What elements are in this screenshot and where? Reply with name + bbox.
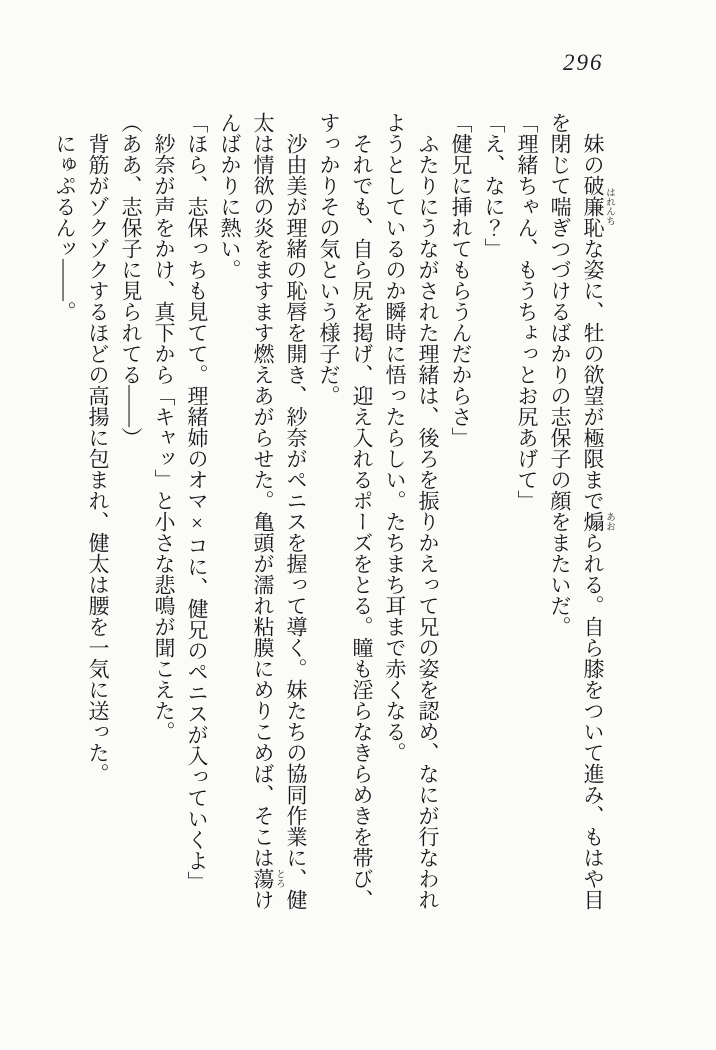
page-number: 296 [563,50,604,75]
paragraph: 「ほら、志保っちも見てて。理緒姉のオマ×コに、健兄のペニスが入っていくよ」 [185,112,209,892]
text-block [48,112,614,910]
paragraph: 背筋がゾクゾクするほどの高揚に包まれ、健太は腰を一気に送った。 [86,133,110,784]
paragraph: 沙由美が理緒の恥唇を開き、紗奈がペニスを握って導く。妹たちの協同作業に、健太は情欲の炎をますます燃えあがらせた。亀頭が濡れ粘膜にめりこめば、そこは蕩 とろけんばかりに熱い。 [218,112,308,910]
paragraph: 「え、なに？」 [482,112,506,259]
paragraph: （ああ、志保子に見られてる――） [119,112,143,448]
paragraph: 紗奈が声をかけ、真下から「キャッ」と小さな悲鳴が聞こえた。 [152,133,176,742]
paragraph: それでも、自ら尻を掲げ、迎え入れるポーズをとる。瞳も淫らなきらめきを帯び、すっかりその気という様子だ。 [317,112,374,910]
furigana-annotated-text: 破廉恥 はれんち [581,175,614,238]
paragraph: 妹の破廉恥 はれんちな姿に、牡の欲望が極限まで煽 あおられる。自ら膝をついて進み、もはや目を閉じて喘ぎつづけるばかりの志保子の顔をまたいだ。 [548,112,614,910]
furigana-annotated-text: 蕩 とろ [251,868,284,889]
paragraph: 「理緒ちゃん、もうちょっとお尻あげて」 [515,112,539,511]
paragraph: にゅぷるんッ――。 [53,133,77,322]
paragraph: ふたりにうながされた理緒は、後ろを振りかえって兄の姿を認め、なにが行なわれようとしているのか瞬時に悟ったらしい。たちまち耳まで赤くなる。 [383,112,440,910]
paragraph: 「健兄に挿れてもらうんだからさ」 [449,112,473,448]
furigana-annotated-text: 煽 あお [581,511,614,532]
